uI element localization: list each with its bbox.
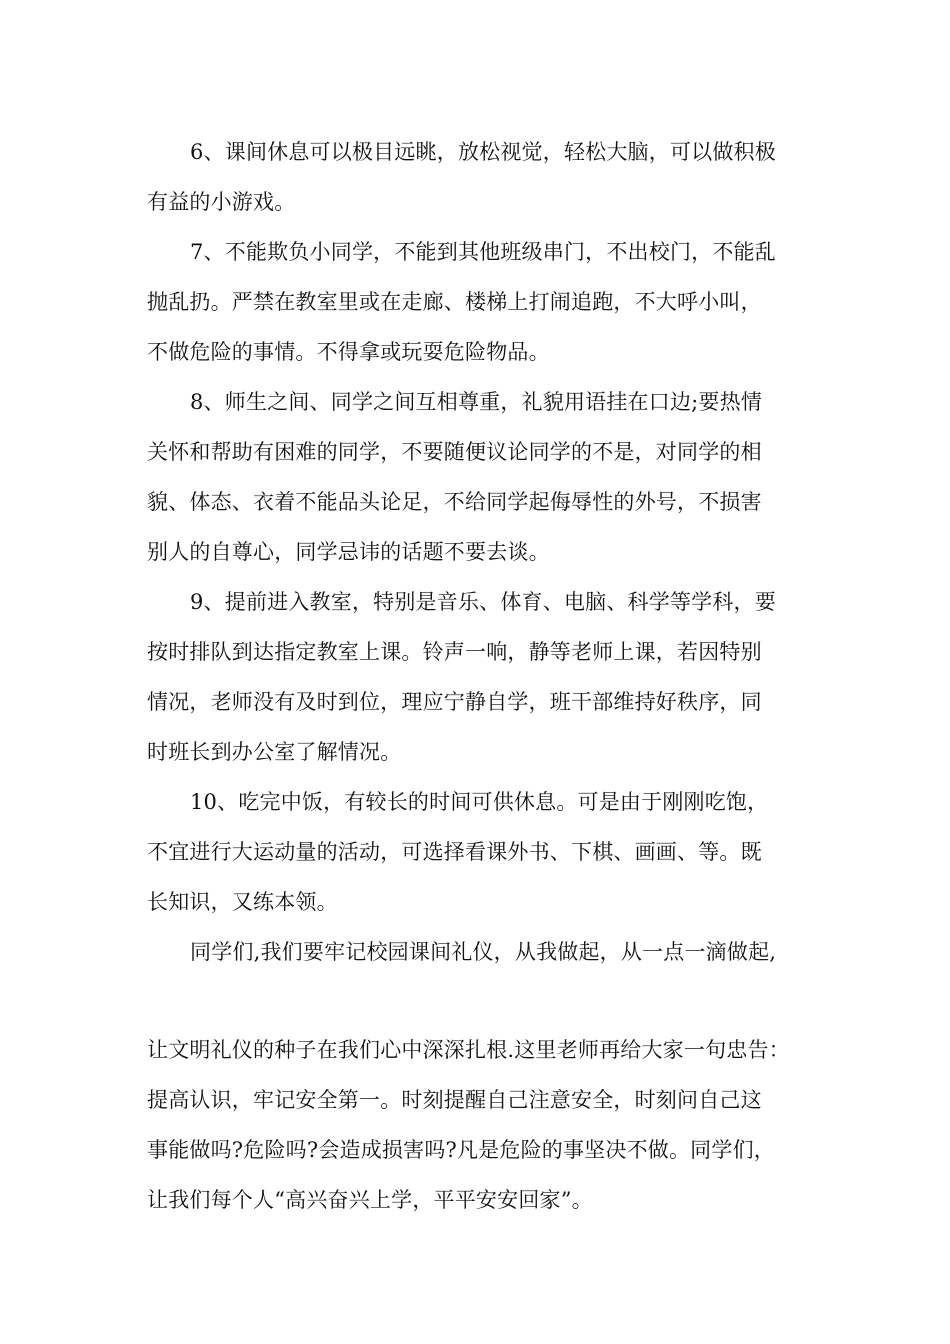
- paragraph-8-line-2: 关怀和帮助有困难的同学，不要随便议论同学的不是，对同学的相: [147, 440, 762, 464]
- paragraph-8-line-4: 别人的自尊心，同学忌讳的话题不要去谈。: [147, 540, 550, 564]
- paragraph-10-line-3: 长知识，又练本领。: [147, 890, 338, 914]
- paragraph-6-line-1: 6、课间休息可以极目远眺，放松视觉，轻松大脑，可以做积极: [190, 140, 776, 164]
- paragraph-9-line-3: 情况，老师没有及时到位，理应宁静自学，班干部维持好秩序，同: [147, 690, 762, 714]
- paragraph-9-line-2: 按时排队到达指定教室上课。铃声一响，静等老师上课，若因特别: [147, 640, 762, 664]
- closing-line-4: 事能做吗?危险吗?会造成损害吗?凡是危险的事坚决不做。同学们，: [147, 1138, 775, 1162]
- paragraph-8-line-3: 貌、体态、衣着不能品头论足，不给同学起侮辱性的外号，不损害: [147, 490, 762, 514]
- closing-line-1: 同学们,我们要牢记校园课间礼仪，从我做起，从一点一滴做起,: [190, 940, 777, 964]
- paragraph-8-line-1: 8、师生之间、同学之间互相尊重，礼貌用语挂在口边;要热情: [190, 390, 763, 414]
- closing-line-2: 让文明礼仪的种子在我们心中深深扎根.这里老师再给大家一句忠告：: [147, 1038, 790, 1062]
- closing-line-3: 提高认识，牢记安全第一。时刻提醒自己注意安全，时刻问自己这: [147, 1088, 762, 1112]
- paragraph-7-line-1: 7、不能欺负小同学，不能到其他班级串门，不出校门，不能乱: [190, 240, 776, 264]
- closing-line-5: 让我们每个人“高兴奋兴上学，平平安安回家”。: [147, 1188, 593, 1212]
- paragraph-7-line-2: 抛乱扔。严禁在教室里或在走廊、楼梯上打闹追跑，不大呼小叫，: [147, 290, 762, 314]
- paragraph-10-line-1: 10、吃完中饭，有较长的时间可供休息。可是由于刚刚吃饱，: [190, 790, 769, 814]
- paragraph-10-line-2: 不宜进行大运动量的活动，可选择看课外书、下棋、画画、等。既: [147, 840, 762, 864]
- paragraph-9-line-4: 时班长到办公室了解情况。: [147, 740, 402, 764]
- paragraph-7-line-3: 不做危险的事情。不得拿或玩耍危险物品。: [147, 340, 550, 364]
- paragraph-9-line-1: 9、提前进入教室，特别是音乐、体育、电脑、科学等学科，要: [190, 590, 776, 614]
- paragraph-6-line-2: 有益的小游戏。: [147, 190, 296, 214]
